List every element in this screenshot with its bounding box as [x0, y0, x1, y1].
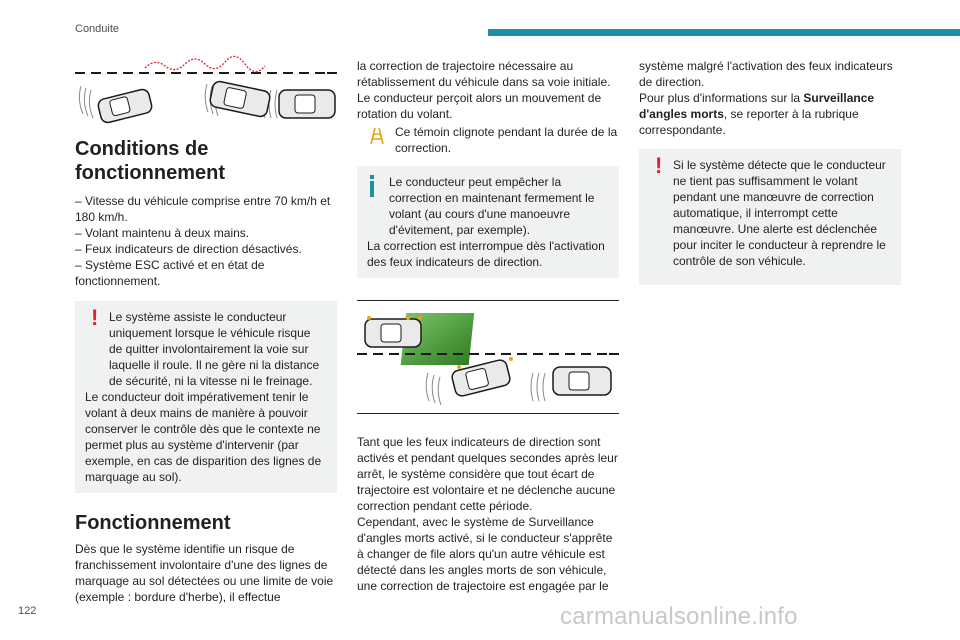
heading-fonctionnement: Fonctionnement [75, 512, 231, 534]
paragraph: Le conducteur perçoit alors un mouvement de rotation du volant. [357, 91, 602, 121]
page-number: 122 [18, 605, 37, 617]
condition-item: – Volant maintenu à deux mains. [75, 226, 250, 240]
column-2 [357, 58, 619, 594]
divider [357, 413, 619, 414]
heading-conditions: Conditions de fonctionnement [75, 138, 225, 184]
info-icon [370, 175, 374, 197]
text-fragment: Pour plus d'informations sur la [639, 91, 804, 105]
fonctionnement-text: Dès que le système identifie un risque de franchissement involontaire d'une des lignes de marquage au sol détectées ou une limite de voie (exemple : bordure d'herbe), il effectue [75, 542, 334, 604]
condition-item: – Vitesse du véhicule comprise entre 70 km/h et 180 km/h. [75, 194, 331, 224]
paragraph-with-reference [639, 90, 901, 138]
header-accent-bar [488, 29, 960, 36]
info-text: La correction est interrompue dès l'activation des feux indicateurs de direction. [367, 239, 605, 269]
warning-box-hands-off [639, 149, 901, 285]
paragraph: la correction de trajectoire nécessaire au rétablissement du véhicule dans sa voie initiale. [357, 59, 611, 89]
header-section-title: Conduite [75, 23, 120, 35]
info-text: Le conducteur peut empêcher la correction en maintenant fermement le volant (au cours d'une manoeuvre d'évitement, par exemple). [389, 175, 595, 237]
warning-text: Le conducteur doit impérativement tenir le volant à deux mains de manière à pouvoir conserver le contrôle dès que le contexte ne permet plus au système d'intervenir (par exemple, en cas de disparition des lignes de marquage au sol). [85, 390, 322, 484]
watermark: carmanualsonline.info [560, 603, 798, 630]
condition-item: – Feux indicateurs de direction désactivés. [75, 242, 302, 256]
column-3 [639, 58, 901, 285]
warning-exclamation-icon: ! [655, 153, 663, 178]
telltale-note [357, 124, 619, 156]
condition-item: – Système ESC activé et en état de fonctionnement. [75, 258, 265, 288]
text-fragment: , se reporter à la rubrique correspondante. [639, 107, 859, 137]
warning-box-assist [75, 301, 337, 493]
lane-keeping-telltale-icon [367, 126, 387, 146]
blind-spot-illustration [357, 305, 619, 411]
paragraph: Tant que les feux indicateurs de direction sont activés et pendant quelques secondes après leur arrêt, le système considère que tout écart de trajectoire est volontaire et ne déclenche aucune correction pendant cette période. [357, 435, 618, 513]
column-1 [75, 52, 337, 605]
divider [357, 300, 619, 301]
warning-text: Le système assiste le conducteur uniquement lorsque le véhicule risque de quitter involontairement la voie sur laquelle il roule. Il ne gère ni la distance de sécurité, ni la vitesse ni le freinage. [109, 310, 320, 388]
lane-correction-illustration [75, 52, 337, 124]
warning-exclamation-icon: ! [91, 305, 99, 330]
paragraph: Cependant, avec le système de Surveillance d'angles morts activé, si le conducteur s'apprête à changer de file alors qu'un autre véhicule est détecté dans les angles morts de son véhicule, une correction de trajectoire est engagée par le [357, 515, 613, 593]
paragraph: système malgré l'activation des feux indicateurs de direction. [639, 59, 893, 89]
conditions-list [75, 193, 337, 289]
reference-term: Surveillance d'angles morts [639, 91, 875, 121]
telltale-text: Ce témoin clignote pendant la durée de la correction. [395, 125, 618, 155]
info-box-override [357, 166, 619, 278]
warning-text: Si le système détecte que le conducteur ne tient pas suffisamment le volant pendant une manœuvre de correction automatique, il interrompt cette manœuvre. Une alerte est déclenchée pour inciter le conducteur à reprendre le contrôle de son véhicule. [673, 158, 886, 268]
